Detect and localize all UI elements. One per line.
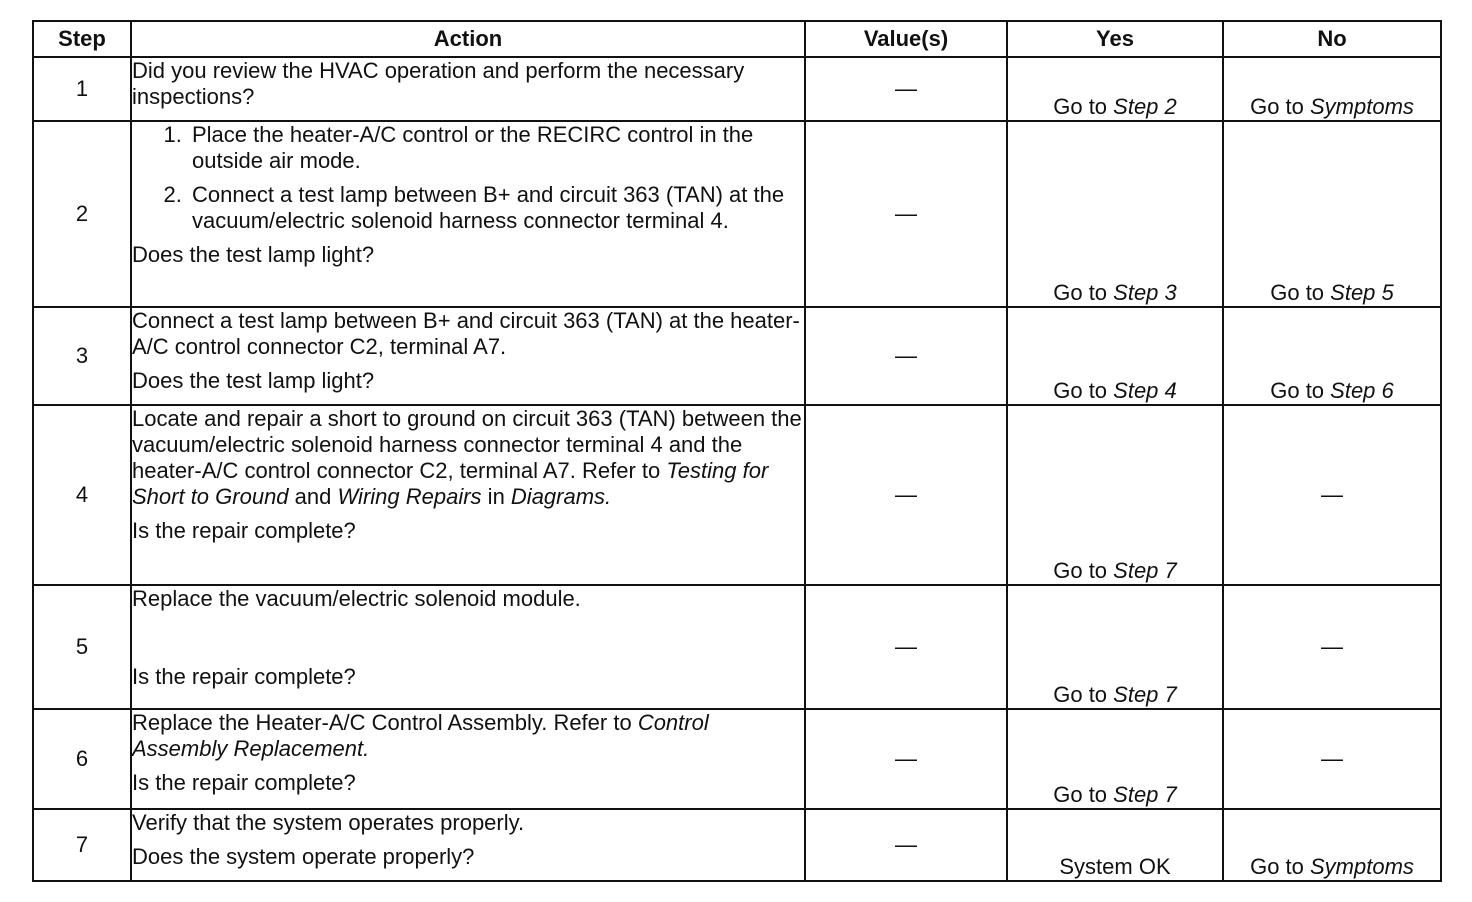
step-number: 5 <box>33 585 131 709</box>
action-text <box>132 406 804 510</box>
yes-cell <box>1007 809 1223 881</box>
header-action: Action <box>131 21 805 57</box>
yes-prefix: Go to <box>1053 782 1114 807</box>
no-dash: — <box>1321 746 1343 771</box>
table-row <box>33 57 1441 121</box>
no-cell <box>1223 585 1441 709</box>
yes-prefix: Go to <box>1053 682 1114 707</box>
step-number: 2 <box>33 121 131 307</box>
value-dash: — <box>895 76 917 101</box>
action-text-part: Replace the Heater-A/C Control Assembly. Refer to <box>132 710 638 735</box>
action-steps-list <box>164 122 804 234</box>
header-step: Step <box>33 21 131 57</box>
yes-cell <box>1007 57 1223 121</box>
no-prefix: Go to <box>1270 378 1331 403</box>
action-cell <box>131 709 805 809</box>
no-target: Step 6 <box>1330 378 1394 403</box>
list-item: 2. Connect a test lamp between B+ and circuit 363 (TAN) at the vacuum/electric solenoid harness connector terminal 4. <box>188 182 804 234</box>
no-prefix: Go to <box>1250 94 1310 119</box>
yes-cell <box>1007 709 1223 809</box>
diagnostic-table <box>32 20 1442 882</box>
action-cell <box>131 121 805 307</box>
action-cell <box>131 809 805 881</box>
yes-cell <box>1007 121 1223 307</box>
table-row <box>33 809 1441 881</box>
action-text <box>132 710 804 762</box>
header-no: No <box>1223 21 1441 57</box>
action-question: Is the repair complete? <box>132 518 356 543</box>
value-cell <box>805 709 1007 809</box>
action-cell <box>131 585 805 709</box>
value-cell <box>805 809 1007 881</box>
yes-prefix: Go to <box>1053 378 1114 403</box>
step-number: 4 <box>33 405 131 585</box>
no-cell <box>1223 121 1441 307</box>
yes-target: Step 4 <box>1113 378 1177 403</box>
step-number: 7 <box>33 809 131 881</box>
yes-target: Step 7 <box>1113 682 1177 707</box>
yes-target: Step 7 <box>1113 782 1177 807</box>
table-row <box>33 709 1441 809</box>
action-text: Did you review the HVAC operation and perform the necessary inspections? <box>132 58 745 109</box>
no-prefix: Go to <box>1250 854 1310 879</box>
step-number: 3 <box>33 307 131 405</box>
yes-target: Step 2 <box>1113 94 1177 119</box>
action-reference: Wiring Repairs <box>337 484 482 509</box>
value-cell <box>805 57 1007 121</box>
action-text-part: and <box>288 484 338 509</box>
action-text-part: Locate and repair a short to ground on circuit 363 (TAN) between the vacuum/electric solenoid harness connector terminal 4 and the heater-A/C control connector C2, terminal A7. Refer to <box>132 406 802 483</box>
no-dash: — <box>1321 634 1343 659</box>
yes-cell <box>1007 405 1223 585</box>
value-cell <box>805 585 1007 709</box>
header-row <box>33 21 1441 57</box>
table-row <box>33 121 1441 307</box>
value-dash: — <box>895 343 917 368</box>
value-dash: — <box>895 832 917 857</box>
no-target: Step 5 <box>1330 280 1394 305</box>
action-question: Does the test lamp light? <box>132 368 375 393</box>
no-cell <box>1223 307 1441 405</box>
action-question: Does the test lamp light? <box>132 242 375 267</box>
value-cell <box>805 405 1007 585</box>
table-row <box>33 585 1441 709</box>
no-dash: — <box>1321 482 1343 507</box>
action-reference: Testing for Short to Ground <box>132 458 769 509</box>
action-reference: Control Assembly Replacement. <box>132 710 709 761</box>
no-cell <box>1223 405 1441 585</box>
yes-text: System OK <box>1059 854 1171 879</box>
action-question: Is the repair complete? <box>132 664 356 689</box>
action-text: Connect a test lamp between B+ and circuit 363 (TAN) at the heater-A/C control connector C2, terminal A7. <box>132 308 800 359</box>
value-dash: — <box>895 746 917 771</box>
value-dash: — <box>895 482 917 507</box>
action-text: Verify that the system operates properly. <box>132 810 525 835</box>
yes-target: Step 3 <box>1113 280 1177 305</box>
step-number: 6 <box>33 709 131 809</box>
no-target: Symptoms <box>1310 94 1414 119</box>
value-dash: — <box>895 201 917 226</box>
header-yes: Yes <box>1007 21 1223 57</box>
no-target: Symptoms <box>1310 854 1414 879</box>
yes-cell <box>1007 585 1223 709</box>
list-item: 1. Place the heater-A/C control or the RECIRC control in the outside air mode. <box>188 122 804 174</box>
value-dash: — <box>895 634 917 659</box>
value-cell <box>805 307 1007 405</box>
yes-prefix: Go to <box>1053 558 1114 583</box>
action-reference: Diagrams. <box>510 484 612 509</box>
yes-cell <box>1007 307 1223 405</box>
table-row <box>33 307 1441 405</box>
action-cell <box>131 405 805 585</box>
yes-prefix: Go to <box>1053 94 1114 119</box>
action-cell <box>131 57 805 121</box>
action-text: Replace the vacuum/electric solenoid module. <box>132 586 581 611</box>
header-values: Value(s) <box>805 21 1007 57</box>
no-cell <box>1223 709 1441 809</box>
no-cell <box>1223 809 1441 881</box>
table-row <box>33 405 1441 585</box>
value-cell <box>805 121 1007 307</box>
action-question: Is the repair complete? <box>132 770 356 795</box>
no-cell <box>1223 57 1441 121</box>
action-text-part: in <box>481 484 511 509</box>
action-cell <box>131 307 805 405</box>
yes-target: Step 7 <box>1113 558 1177 583</box>
action-question: Does the system operate properly? <box>132 844 475 869</box>
yes-prefix: Go to <box>1053 280 1114 305</box>
no-prefix: Go to <box>1270 280 1331 305</box>
step-number: 1 <box>33 57 131 121</box>
